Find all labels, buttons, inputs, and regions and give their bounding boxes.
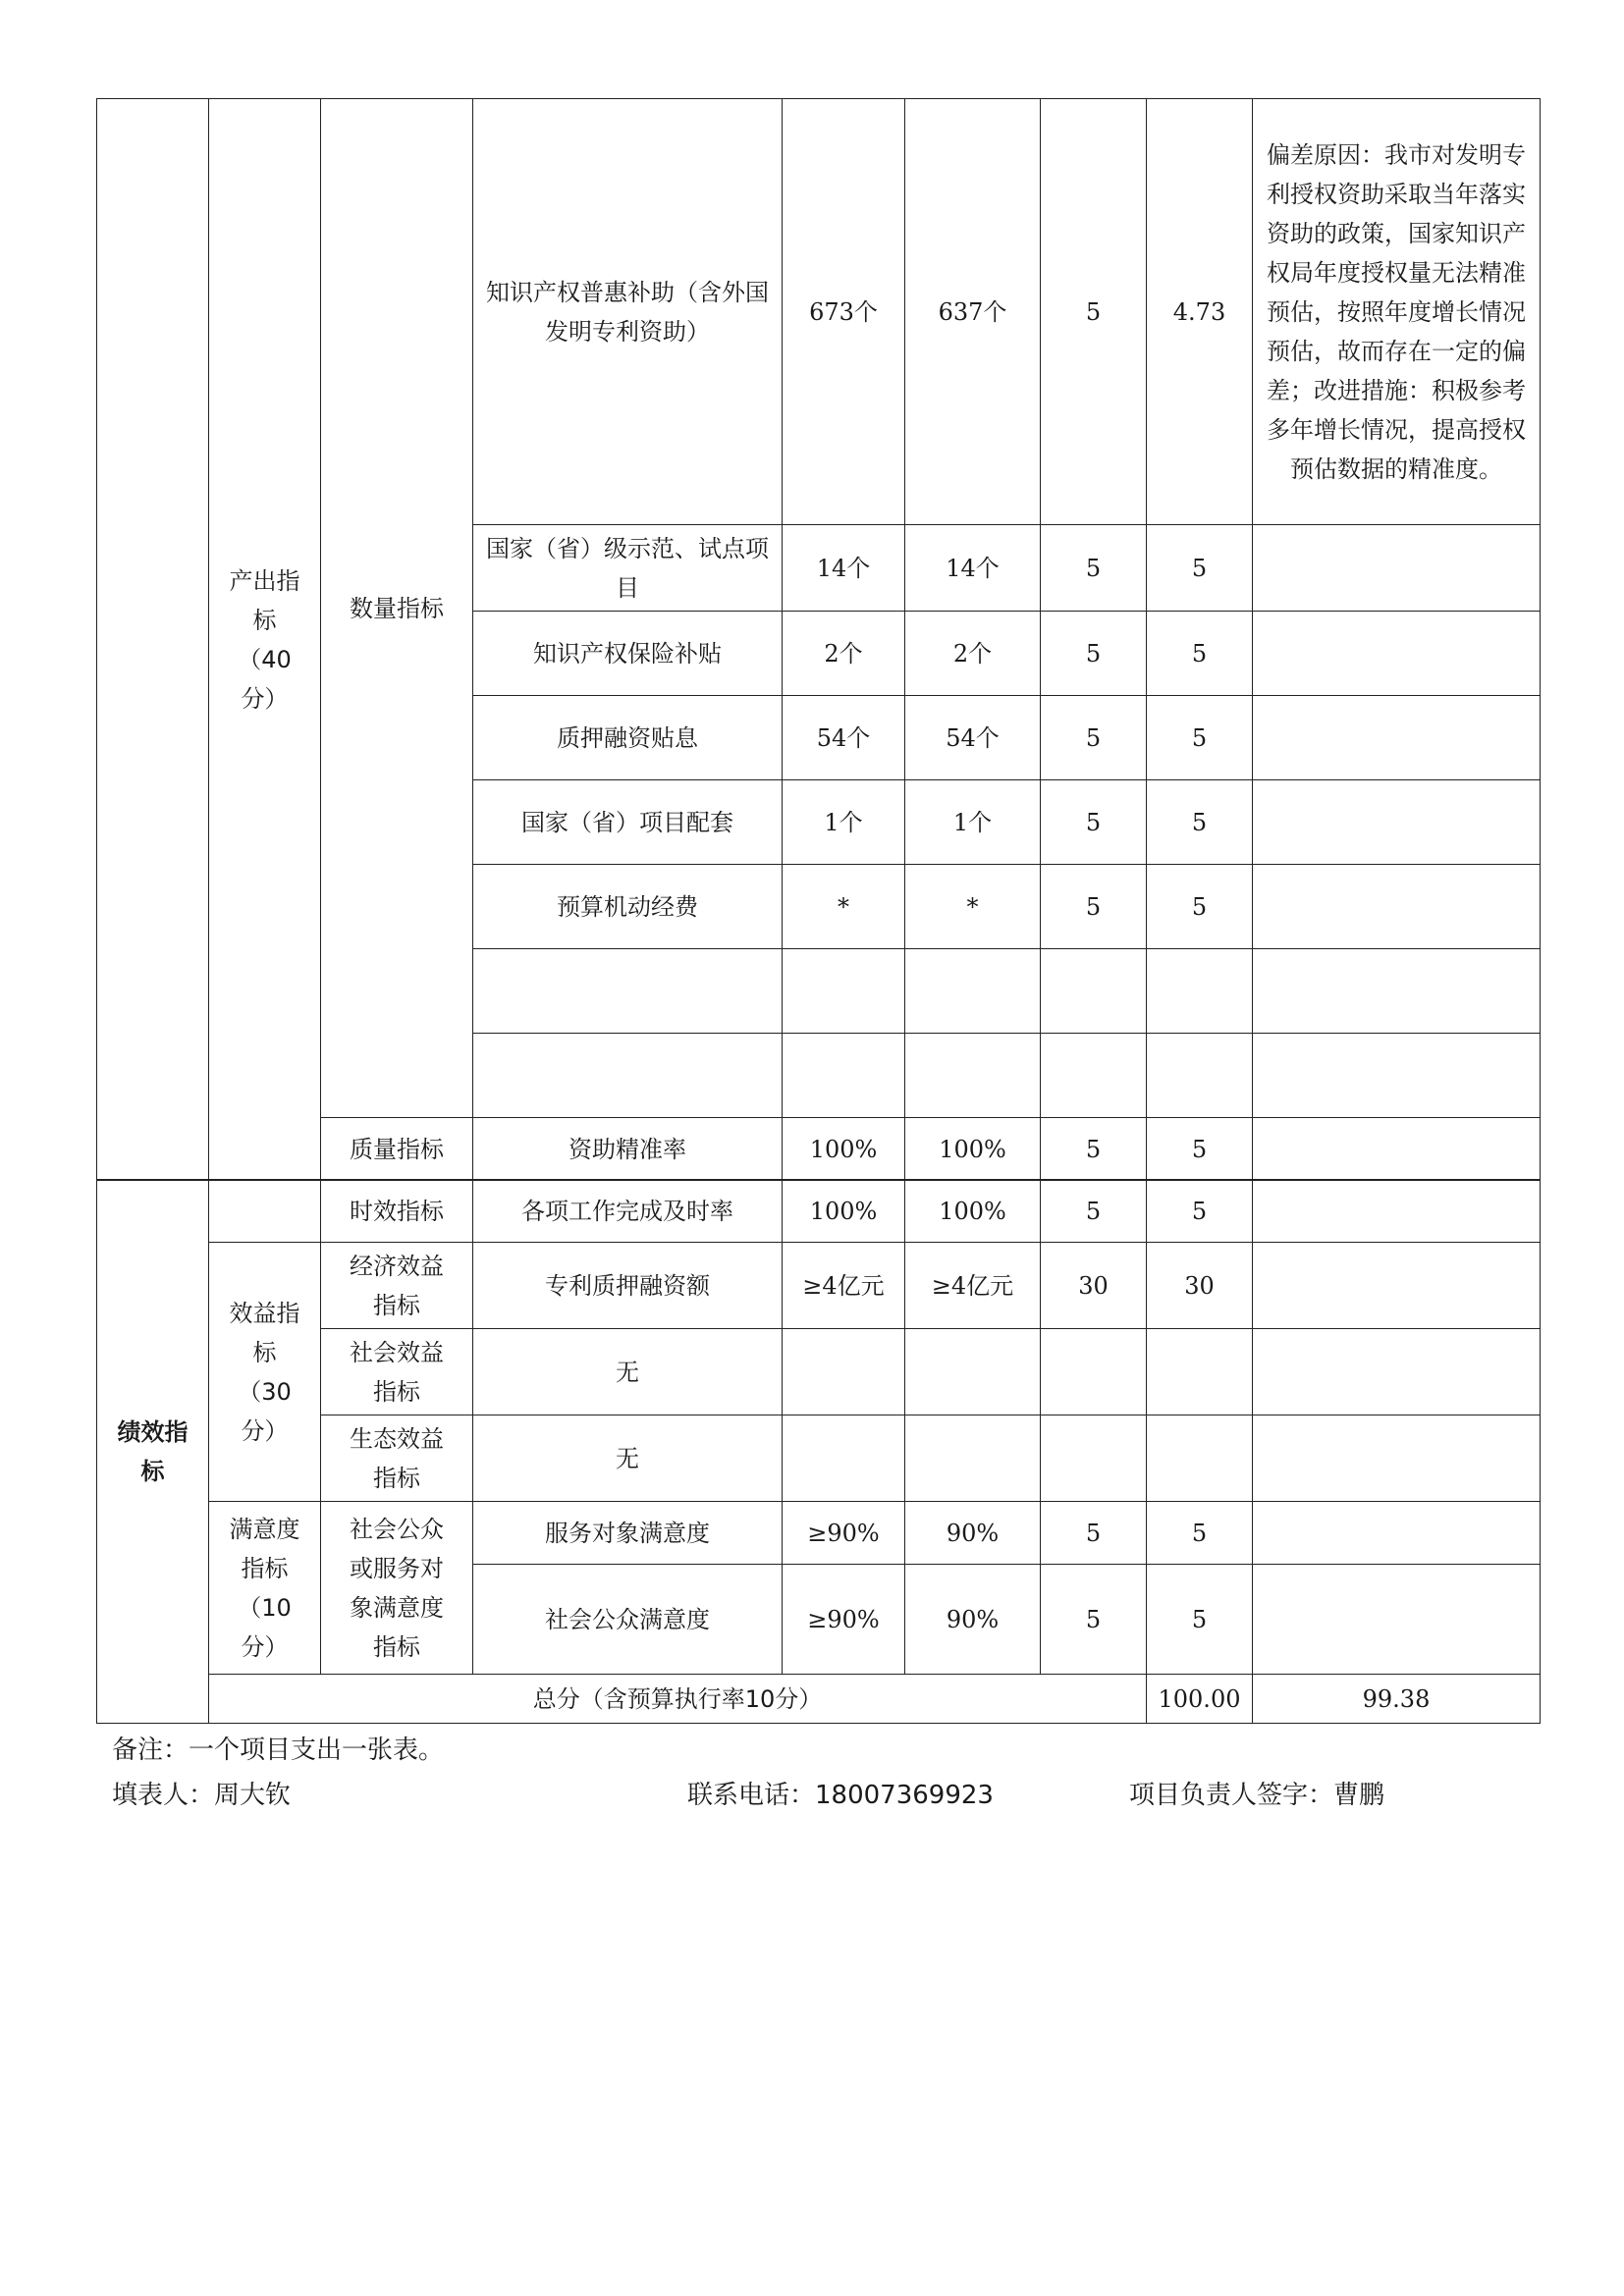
- table-row: [97, 1502, 1541, 1565]
- note-cell: [1253, 1565, 1541, 1675]
- note-cell: [1253, 696, 1541, 780]
- social-benefit-label: 社会效益指标: [321, 1329, 473, 1415]
- target-value: 2个: [783, 612, 905, 696]
- indicator-name: 国家（省）项目配套: [473, 780, 783, 865]
- indicator-name: 国家（省）级示范、试点项目: [473, 525, 783, 612]
- target-value: *: [783, 865, 905, 949]
- actual-value: 100%: [905, 1118, 1041, 1181]
- satisfaction-category: 满意度指标（10分）: [209, 1502, 321, 1675]
- weight-value: 30: [1041, 1243, 1147, 1329]
- note-cell: [1253, 1243, 1541, 1329]
- weight-value: 5: [1041, 525, 1147, 612]
- weight-value: 5: [1041, 696, 1147, 780]
- total-label: 总分（含预算执行率10分）: [209, 1675, 1147, 1724]
- actual-value: 100%: [905, 1180, 1041, 1243]
- remark: 备注：一个项目支出一张表。: [112, 1735, 445, 1765]
- empty-category-cell: [209, 1180, 321, 1243]
- indicator-name: 知识产权保险补贴: [473, 612, 783, 696]
- weight-value: 5: [1041, 612, 1147, 696]
- target-value: 54个: [783, 696, 905, 780]
- target-value: 100%: [783, 1118, 905, 1181]
- performance-table-lower: [96, 1179, 1541, 1724]
- indicator-name: 知识产权普惠补助（含外国发明专利资助）: [473, 99, 783, 525]
- actual-value: 54个: [905, 696, 1041, 780]
- weight-value: 5: [1041, 1118, 1147, 1181]
- note-cell: [1253, 780, 1541, 865]
- note-cell: [1253, 612, 1541, 696]
- output-category: 产出指标（40分）: [209, 99, 321, 1181]
- actual-value: *: [905, 865, 1041, 949]
- score-value: 5: [1147, 612, 1253, 696]
- deviation-note: 偏差原因：我市对发明专利授权资助采取当年落实资助的政策，国家知识产权局年度授权量无法精准预估，按照年度增长情况预估，故而存在一定的偏差；改进措施：积极参考多年增长情况，提高授权预估数据的精准度。: [1253, 99, 1541, 525]
- indicator-name: 社会公众满意度: [473, 1565, 783, 1675]
- form-filler: 填表人：周大钦: [112, 1781, 292, 1810]
- target-value: ≥90%: [783, 1502, 905, 1565]
- indicator-name: 质押融资贴息: [473, 696, 783, 780]
- indicator-name: 预算机动经费: [473, 865, 783, 949]
- target-value: 100%: [783, 1180, 905, 1243]
- quantity-indicator-label: 数量指标: [321, 99, 473, 1118]
- target-value: ≥4亿元: [783, 1243, 905, 1329]
- score-value: 5: [1147, 1502, 1253, 1565]
- performance-table: [96, 98, 1541, 1181]
- total-weight: 100.00: [1147, 1675, 1253, 1724]
- indicator-name: 各项工作完成及时率: [473, 1180, 783, 1243]
- timeliness-indicator-label: 时效指标: [321, 1180, 473, 1243]
- note-cell: [1253, 1502, 1541, 1565]
- note-cell: [1253, 525, 1541, 612]
- target-value: ≥90%: [783, 1565, 905, 1675]
- satisfaction-sub-label: 社会公众或服务对象满意度指标: [321, 1502, 473, 1675]
- contact-phone: 联系电话：18007369923: [687, 1781, 994, 1810]
- target-value: 14个: [783, 525, 905, 612]
- actual-value: 90%: [905, 1502, 1041, 1565]
- indicator-name: 资助精准率: [473, 1118, 783, 1181]
- score-value: 30: [1147, 1243, 1253, 1329]
- performance-group-label: 绩效指标: [97, 1180, 209, 1724]
- social-benefit-value: 无: [473, 1329, 783, 1415]
- target-value: 1个: [783, 780, 905, 865]
- weight-value: 5: [1041, 1502, 1147, 1565]
- weight-value: 5: [1041, 1565, 1147, 1675]
- total-row: [97, 1675, 1541, 1724]
- score-value: 5: [1147, 1565, 1253, 1675]
- score-value: 5: [1147, 1118, 1253, 1181]
- quality-indicator-label: 质量指标: [321, 1118, 473, 1181]
- weight-value: 5: [1041, 1180, 1147, 1243]
- score-value: 5: [1147, 525, 1253, 612]
- score-value: 5: [1147, 696, 1253, 780]
- indicator-name: 服务对象满意度: [473, 1502, 783, 1565]
- actual-value: 1个: [905, 780, 1041, 865]
- weight-value: 5: [1041, 865, 1147, 949]
- actual-value: ≥4亿元: [905, 1243, 1041, 1329]
- eco-benefit-label: 生态效益指标: [321, 1415, 473, 1502]
- eco-benefit-value: 无: [473, 1415, 783, 1502]
- actual-value: 2个: [905, 612, 1041, 696]
- actual-value: 14个: [905, 525, 1041, 612]
- score-value: 5: [1147, 780, 1253, 865]
- indicator-name: 专利质押融资额: [473, 1243, 783, 1329]
- score-value: 5: [1147, 1180, 1253, 1243]
- note-cell: [1253, 865, 1541, 949]
- target-value: 673个: [783, 99, 905, 525]
- project-signer: 项目负责人签字：曹鹏: [1129, 1781, 1385, 1810]
- note-cell: [1253, 1118, 1541, 1181]
- total-score: 99.38: [1253, 1675, 1541, 1724]
- score-value: 5: [1147, 865, 1253, 949]
- benefit-category: 效益指标（30分）: [209, 1243, 321, 1502]
- score-value: 4.73: [1147, 99, 1253, 525]
- table-row: [97, 1180, 1541, 1243]
- table-row: [97, 1243, 1541, 1329]
- actual-value: 637个: [905, 99, 1041, 525]
- weight-value: 5: [1041, 99, 1147, 525]
- actual-value: 90%: [905, 1565, 1041, 1675]
- group-cell-top: [97, 99, 209, 1181]
- table-row: [97, 99, 1541, 525]
- note-cell: [1253, 1180, 1541, 1243]
- economic-benefit-label: 经济效益指标: [321, 1243, 473, 1329]
- weight-value: 5: [1041, 780, 1147, 865]
